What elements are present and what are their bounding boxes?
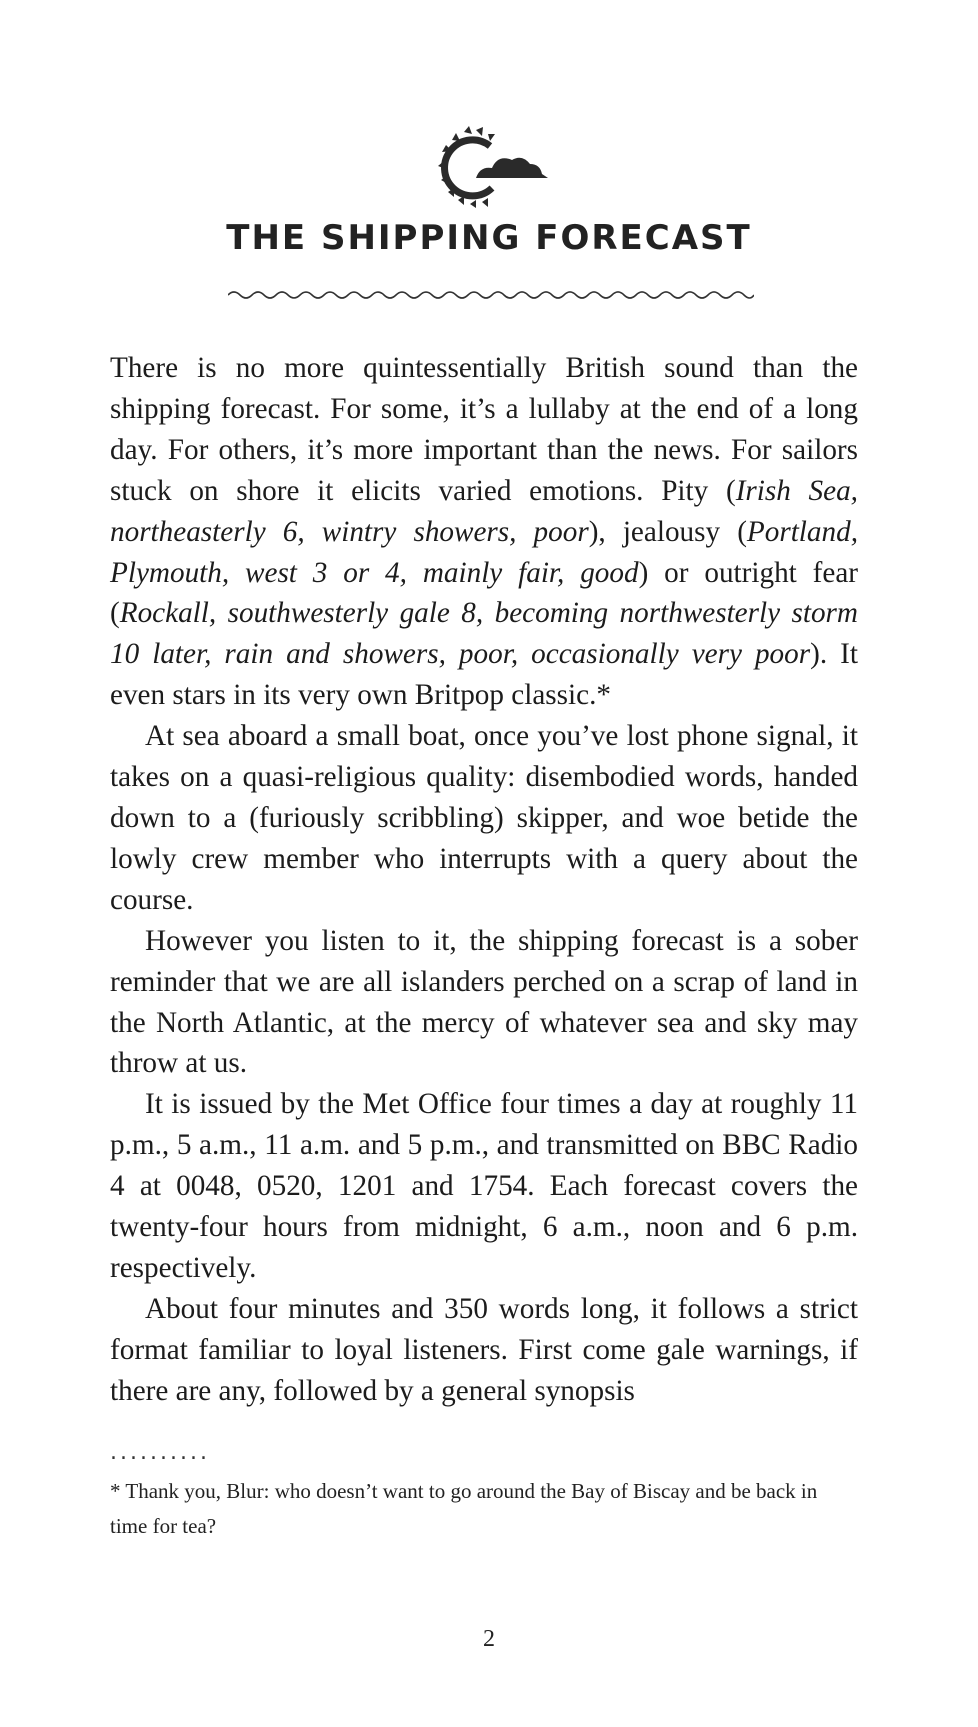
paragraph (110, 348, 858, 716)
italic-text: Portland, Plymouth, west 3 or 4, mainly fair, good (110, 515, 858, 589)
body-text (110, 348, 858, 1412)
chapter-title: THE SHIPPING FORECAST (226, 218, 752, 258)
footnote-separator: .......... (110, 1440, 210, 1465)
italic-text: Rockall, southwesterly gale 8, becoming northwesterly storm 10 later, rain and showers, poor, occasionally very poor (110, 597, 858, 671)
italic-text: Irish Sea, northeasterly 6, wintry showers, poor (110, 474, 858, 548)
text-run: There is no more quintessentially British sound than the shipping forecast. For some, it’s a lullaby at the end of a long day. For others, it’s more important than the news. For sailors stuck on shore it elicits varied emotions. Pity ( (110, 352, 858, 507)
page-number: 2 (483, 1626, 495, 1652)
paragraph: About four minutes and 350 words long, it follows a strict format familiar to loyal listeners. First come gale warnings, if there are any, followed by a general synopsis (110, 1292, 858, 1407)
paragraph: It is issued by the Met Office four times a day at roughly 11 p.m., 5 a.m., 11 a.m. and 5 p.m., and transmitted on BBC Radio 4 at 0048, 0520, 1201 and 1754. Each forecast covers the twenty-four hours from midnight, 6 a.m., noon and 6 p.m. respectively. (110, 1088, 858, 1284)
text-run: ), jealousy ( (588, 515, 747, 548)
text-run: ). It even stars in its very own Britpop classic.* (110, 638, 858, 712)
wave-divider-icon (228, 288, 754, 302)
sun-cloud-icon (436, 126, 552, 210)
paragraph: However you listen to it, the shipping forecast is a sober reminder that we are all islanders perched on a scrap of land in the North Atlantic, at the mercy of whatever sea and sky may throw at us. (110, 924, 858, 1080)
text-run: ) or outright fear ( (110, 556, 858, 630)
footnote: * Thank you, Blur: who doesn’t want to go around the Bay of Biscay and be back in time for tea? (110, 1479, 818, 1538)
paragraph: At sea aboard a small boat, once you’ve lost phone signal, it takes on a quasi-religious quality: disembodied words, handed down to a (furiously scribbling) skipper, and woe betide the lowly crew member who interrupts with a query about the course. (110, 720, 858, 916)
